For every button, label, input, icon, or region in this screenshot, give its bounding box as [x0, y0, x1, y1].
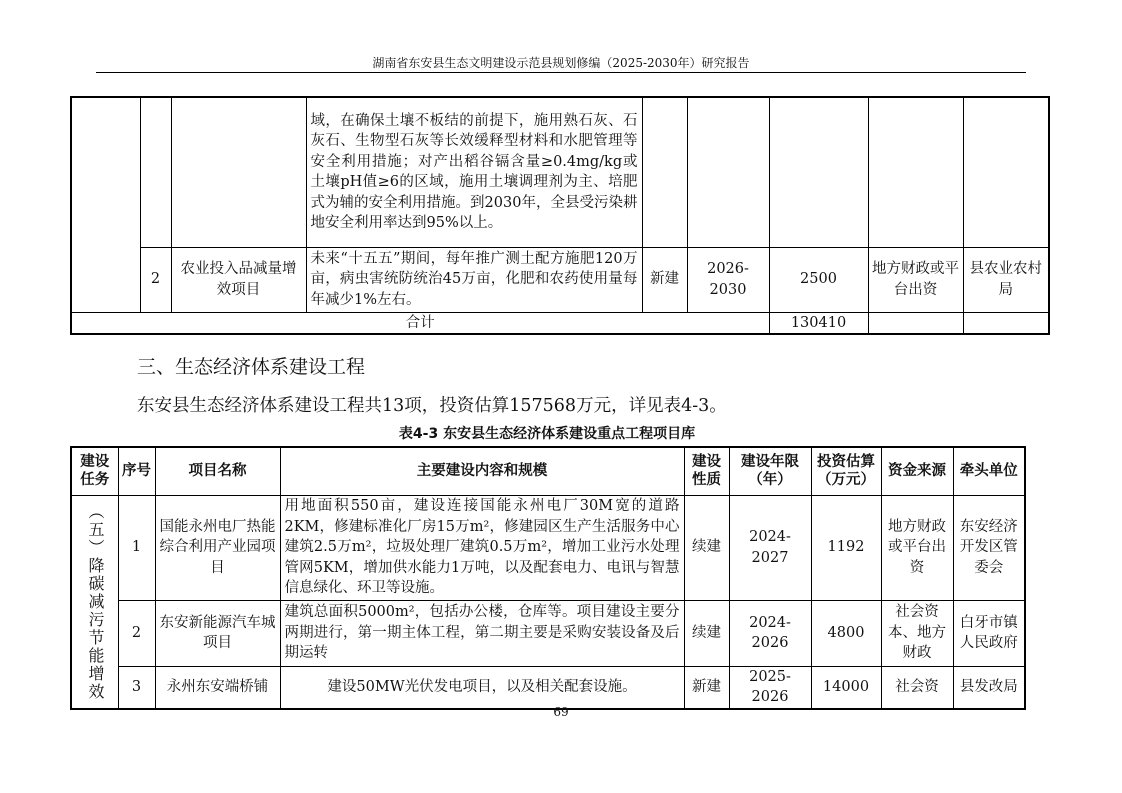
fund-cell: 地方财政或平台出资: [868, 247, 963, 312]
lead-cell: 县农业农村局: [963, 247, 1049, 312]
nature-cell: 续建: [684, 600, 729, 666]
content-cell: 未来“十五五”期间，每年推广测土配方施肥120万亩，病虫害统防统治45万亩，化肥和农药使用量每年减少1%左右。: [306, 247, 642, 312]
investment-cell: 14000: [811, 666, 881, 709]
lead-cell: 东安经济开发区管委会: [953, 495, 1025, 600]
header-lead: 牵头单位: [953, 447, 1025, 495]
task-cell: [71, 97, 140, 312]
table-4-3: [70, 446, 1026, 710]
fund-cell: 地方财政或平台出资: [881, 495, 953, 600]
table-row: [71, 495, 1025, 600]
seq-cell: 2: [140, 247, 171, 312]
task-cell: [71, 495, 118, 709]
header-investment: 投资估算（万元）: [811, 447, 881, 495]
total-row: [71, 312, 1049, 334]
total-value: 130410: [769, 312, 868, 334]
content-cell: 建筑总面积5000m²，包括办公楼，仓库等。项目建设主要分两期进行，第一期主体工程，第二期主要是采购安装设备及后期运转: [280, 600, 684, 666]
header-name: 项目名称: [155, 447, 280, 495]
nature-cell: 新建: [684, 666, 729, 709]
table-header-row: [71, 447, 1025, 495]
name-cell: [171, 97, 306, 247]
name-cell: 国能永州电厂热能综合利用产业园项目: [155, 495, 280, 600]
section-title: 三、生态经济体系建设工程: [137, 356, 366, 378]
content-cell: 建设50MW光伏发电项目，以及相关配套设施。: [280, 666, 684, 709]
name-cell: 永州东安端桥铺: [155, 666, 280, 709]
seq-cell: 3: [118, 666, 155, 709]
table-row: [71, 97, 1049, 247]
content-cell: 域，在确保土壤不板结的前提下，施用熟石灰、石灰石、生物型石灰等长效缓释型材料和水肥管理等安全利用措施；对产出稻谷镉含量≥0.4mg/kg或土壤pH值≥6的区域，施用土壤调理剂为主、培肥式为辅的安全利用措施。到2030年，全县受污染耕地安全利用率达到95%以上。: [306, 97, 642, 247]
page-number: 69: [553, 705, 569, 719]
table-row: [71, 666, 1025, 709]
body-paragraph: 东安县生态经济体系建设工程共13项，投资估算157568万元，详见表4-3。: [137, 396, 727, 416]
total-label: 合计: [71, 312, 769, 334]
header-nature: 建设性质: [684, 447, 729, 495]
header-task: 建设任务: [71, 447, 118, 495]
seq-cell: 1: [118, 495, 155, 600]
nature-cell: 新建: [642, 247, 687, 312]
table-row: [71, 600, 1025, 666]
header-content: 主要建设内容和规模: [280, 447, 684, 495]
fund-cell: 社会资: [881, 666, 953, 709]
years-cell: 2024-2027: [729, 495, 811, 600]
content-cell: 用地面积550亩，建设连接国能永州电厂30M宽的道路2KM，修建标准化厂房15万m²，修建园区生产生活服务中心建筑2.5万m²，垃圾处理厂建筑0.5万m²，增加工业污水处理管网5KM，增加供水能力1万吨，以及配套电力、电讯与智慧信息绿化、环卫等设施。: [280, 495, 684, 600]
fund-cell: 社会资本、地方财政: [881, 600, 953, 666]
years-cell: 2025-2026: [729, 666, 811, 709]
header-years: 建设年限（年）: [729, 447, 811, 495]
lead-cell: 白牙市镇人民政府: [953, 600, 1025, 666]
years-cell: 2026-2030: [687, 247, 769, 312]
page-header: 湖南省东安县生态文明建设示范县规划修编（2025-2030年）研究报告: [372, 56, 750, 70]
investment-cell: 4800: [811, 600, 881, 666]
investment-cell: 2500: [769, 247, 868, 312]
lead-cell: 县发改局: [953, 666, 1025, 709]
name-cell: 农业投入品减量增效项目: [171, 247, 306, 312]
seq-cell: [140, 97, 171, 247]
table-row: [71, 247, 1049, 312]
header-rule: [96, 72, 1026, 73]
nature-cell: 续建: [684, 495, 729, 600]
investment-cell: 1192: [811, 495, 881, 600]
table-continued: [70, 96, 1050, 335]
header-seq: 序号: [118, 447, 155, 495]
header-fund: 资金来源: [881, 447, 953, 495]
task-text: （五）降碳减污节能增效: [86, 502, 105, 701]
seq-cell: 2: [118, 600, 155, 666]
years-cell: 2024-2026: [729, 600, 811, 666]
name-cell: 东安新能源汽车城项目: [155, 600, 280, 666]
table-caption: 表4-3 东安县生态经济体系建设重点工程项目库: [398, 426, 696, 442]
